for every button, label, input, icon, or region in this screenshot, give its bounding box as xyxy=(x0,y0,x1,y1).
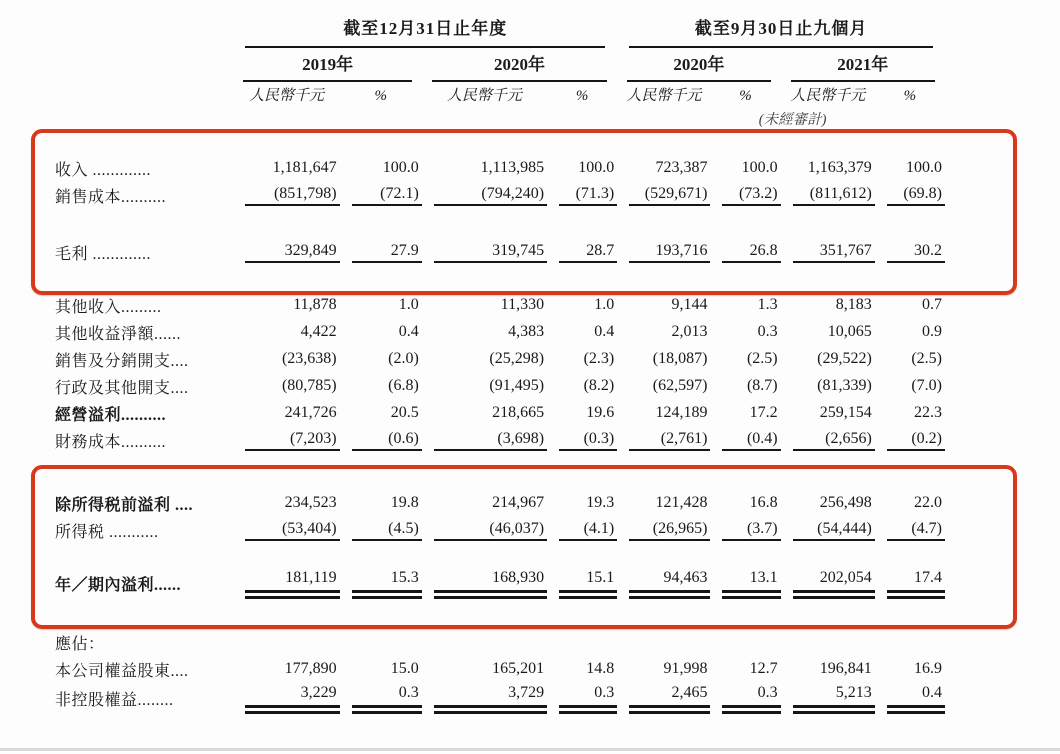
value-cell: 14.8 xyxy=(586,660,615,677)
value-cell: 181,119 xyxy=(233,568,339,599)
section-heading: 應佔： xyxy=(55,636,105,653)
value-cell: 0.3 xyxy=(340,683,422,714)
spacer-row xyxy=(55,454,945,490)
period-group-nine-months xyxy=(617,4,945,48)
row-income-tax xyxy=(55,517,945,544)
value-cell: 11,878 xyxy=(293,296,337,313)
value-cell: (794,240) xyxy=(422,182,547,209)
value-cell: 0.7 xyxy=(922,296,942,313)
value-cell: 723,387 xyxy=(655,159,708,176)
value-cell: 13.1 xyxy=(710,568,780,599)
row-label: 經營溢利.......... xyxy=(55,407,167,424)
value-cell: (2.5) xyxy=(911,350,942,367)
value-cell: 202,054 xyxy=(781,568,875,599)
value-cell: (0.4) xyxy=(710,427,780,454)
year-2019 xyxy=(233,48,421,82)
year-2020-nine-months-label: 2020年 xyxy=(627,50,770,82)
row-other-income xyxy=(55,292,945,319)
value-cell: 11,330 xyxy=(500,296,545,313)
value-cell: 256,498 xyxy=(819,494,872,511)
value-cell: 177,890 xyxy=(284,660,337,677)
period-group-annual-title: 截至12月31日止年度 xyxy=(245,14,605,48)
value-cell: 3,229 xyxy=(233,683,339,714)
row-gross-profit xyxy=(55,239,945,266)
value-cell: 0.4 xyxy=(875,683,945,714)
value-cell: 17.2 xyxy=(749,404,778,421)
value-cell: 1.3 xyxy=(757,296,778,313)
value-cell: (3,698) xyxy=(422,427,547,454)
value-cell: 8,183 xyxy=(835,296,872,313)
value-cell: 4,422 xyxy=(300,323,337,340)
value-cell: 124,189 xyxy=(655,404,708,421)
row-operating-profit xyxy=(55,400,945,427)
row-revenue xyxy=(55,155,945,182)
row-label: 銷售成本.......... xyxy=(55,189,167,206)
value-cell: 168,930 xyxy=(422,568,547,599)
value-cell: (851,798) xyxy=(233,182,339,209)
row-other-net-gains xyxy=(55,319,945,346)
unit-header: 人民幣千元 xyxy=(249,88,325,104)
value-cell: (29,522) xyxy=(817,350,872,367)
year-2020 xyxy=(422,48,617,82)
value-cell: 329,849 xyxy=(233,239,339,266)
row-non-controlling-interests xyxy=(55,683,945,714)
value-cell: 100.0 xyxy=(906,159,942,176)
value-cell: 9,144 xyxy=(671,296,708,313)
percent-header: % xyxy=(739,88,752,104)
value-cell: (54,444) xyxy=(781,517,875,544)
value-cell: 3,729 xyxy=(422,683,547,714)
value-cell: 218,665 xyxy=(492,404,545,421)
value-cell: 19.3 xyxy=(586,494,615,511)
value-cell: 1.0 xyxy=(594,296,615,313)
percent-header: % xyxy=(575,88,589,104)
value-cell: 12.7 xyxy=(749,660,778,677)
value-cell: (2,656) xyxy=(781,427,875,454)
value-cell: 1,181,647 xyxy=(272,159,337,176)
value-cell: (91,495) xyxy=(489,377,545,394)
value-cell: (811,612) xyxy=(781,182,875,209)
row-label: 年／期內溢利...... xyxy=(55,577,182,594)
period-group-header-row xyxy=(55,4,945,48)
value-cell: 0.3 xyxy=(757,323,778,340)
row-profit-before-tax xyxy=(55,490,945,517)
year-2020-label: 2020年 xyxy=(432,50,607,82)
row-cost-of-sales xyxy=(55,182,945,209)
row-label: 所得税 ........... xyxy=(55,524,159,541)
year-2020-nine-months xyxy=(617,48,780,82)
value-cell: (7.0) xyxy=(911,377,942,394)
value-cell: 1,163,379 xyxy=(807,159,872,176)
row-label: 銷售及分銷開支.... xyxy=(55,353,189,370)
row-label: 其他收入......... xyxy=(55,299,162,316)
value-cell: 19.6 xyxy=(586,404,615,421)
row-label: 收入 ............. xyxy=(55,162,152,179)
value-cell: 2,465 xyxy=(617,683,710,714)
value-cell: 121,428 xyxy=(655,494,708,511)
value-cell: (18,087) xyxy=(652,350,708,367)
value-cell: (8.2) xyxy=(583,377,615,394)
value-cell: 100.0 xyxy=(382,159,419,176)
value-cell: 234,523 xyxy=(284,494,337,511)
value-cell: (2.0) xyxy=(388,350,419,367)
value-cell: 165,201 xyxy=(492,660,545,677)
row-finance-costs xyxy=(55,427,945,454)
row-label: 毛利 ............. xyxy=(55,246,152,263)
value-cell: 17.4 xyxy=(875,568,945,599)
value-cell: 22.3 xyxy=(914,404,942,421)
year-2021-nine-months xyxy=(781,48,945,82)
value-cell: (46,037) xyxy=(422,517,547,544)
spacer-row xyxy=(55,544,945,568)
value-cell: (71.3) xyxy=(547,182,617,209)
row-attributable-heading xyxy=(55,629,945,656)
value-cell: (2,761) xyxy=(617,427,710,454)
value-cell: (0.2) xyxy=(875,427,945,454)
value-cell: (26,965) xyxy=(617,517,710,544)
year-2021-nine-months-label: 2021年 xyxy=(791,50,935,82)
value-cell: (4.1) xyxy=(547,517,617,544)
percent-header: % xyxy=(374,88,387,104)
value-cell: 20.5 xyxy=(390,404,419,421)
empty-cell xyxy=(233,629,945,656)
empty-cell xyxy=(875,108,945,129)
value-cell: 0.3 xyxy=(547,683,617,714)
value-cell: 10,065 xyxy=(827,323,872,340)
value-cell: 100.0 xyxy=(741,159,778,176)
row-admin-other-expenses xyxy=(55,373,945,400)
value-cell: 30.2 xyxy=(875,239,945,266)
value-cell: 0.3 xyxy=(710,683,780,714)
value-cell: (8.7) xyxy=(746,377,778,394)
value-cell: 15.0 xyxy=(390,660,419,677)
value-cell: 94,463 xyxy=(617,568,710,599)
row-label: 本公司權益股東.... xyxy=(55,663,189,680)
spacer-row xyxy=(55,266,945,292)
value-cell: 4,383 xyxy=(508,323,545,340)
value-cell: 100.0 xyxy=(578,159,615,176)
value-cell: (81,339) xyxy=(817,377,872,394)
value-cell: 19.8 xyxy=(390,494,419,511)
value-cell: 26.8 xyxy=(710,239,780,266)
value-cell: 91,998 xyxy=(663,660,708,677)
value-cell: 0.4 xyxy=(398,323,419,340)
percent-header: % xyxy=(903,88,917,104)
year-2019-label: 2019年 xyxy=(243,50,411,82)
row-label: 非控股權益........ xyxy=(55,692,174,709)
value-cell: 214,967 xyxy=(492,494,545,511)
row-profit-for-period xyxy=(55,568,945,599)
value-cell: (80,785) xyxy=(281,377,337,394)
value-cell: 1.0 xyxy=(398,296,419,313)
value-cell: 319,745 xyxy=(422,239,547,266)
value-cell: (529,671) xyxy=(617,182,710,209)
value-cell: 22.0 xyxy=(914,494,942,511)
spacer-row xyxy=(55,599,945,629)
value-cell: 16.9 xyxy=(914,660,942,677)
value-cell: (7,203) xyxy=(233,427,339,454)
unaudited-note-row xyxy=(55,108,945,129)
row-label: 除所得税前溢利 .... xyxy=(55,497,194,514)
value-cell: 196,841 xyxy=(819,660,872,677)
value-cell: 259,154 xyxy=(819,404,872,421)
value-cell: (73.2) xyxy=(710,182,780,209)
value-cell: (4.5) xyxy=(340,517,422,544)
value-cell: 5,213 xyxy=(781,683,875,714)
value-cell: 351,767 xyxy=(781,239,875,266)
row-equity-shareholders xyxy=(55,656,945,683)
page-bottom-divider xyxy=(0,748,1060,751)
value-cell: 0.9 xyxy=(922,323,942,340)
value-cell: 1,113,985 xyxy=(480,159,545,176)
period-group-nine-months-title: 截至9月30日止九個月 xyxy=(629,14,933,48)
period-group-annual xyxy=(233,4,617,48)
unit-header-row xyxy=(55,82,945,108)
value-cell: (2.3) xyxy=(583,350,615,367)
value-cell: (0.3) xyxy=(547,427,617,454)
value-cell: (53,404) xyxy=(233,517,339,544)
value-cell: (23,638) xyxy=(281,350,337,367)
value-cell: (62,597) xyxy=(652,377,708,394)
value-cell: (6.8) xyxy=(388,377,419,394)
value-cell: (0.6) xyxy=(340,427,422,454)
value-cell: 2,013 xyxy=(671,323,708,340)
value-cell: (4.7) xyxy=(875,517,945,544)
value-cell: (2.5) xyxy=(746,350,778,367)
empty-cell xyxy=(55,82,233,108)
empty-cell xyxy=(55,108,710,129)
value-cell: (3.7) xyxy=(710,517,780,544)
income-statement-table xyxy=(55,4,945,714)
value-cell: 241,726 xyxy=(284,404,337,421)
value-cell: 16.8 xyxy=(749,494,778,511)
value-cell: 15.3 xyxy=(340,568,422,599)
value-cell: (72.1) xyxy=(340,182,422,209)
row-label: 其他收益淨額...... xyxy=(55,326,182,343)
value-cell: 28.7 xyxy=(547,239,617,266)
unit-header: 人民幣千元 xyxy=(626,88,702,104)
unit-header: 人民幣千元 xyxy=(790,88,866,104)
spacer-row xyxy=(55,209,945,239)
value-cell: 193,716 xyxy=(617,239,710,266)
unaudited-note: (未經審計) xyxy=(758,112,827,128)
value-cell: (69.8) xyxy=(875,182,945,209)
value-cell: 27.9 xyxy=(340,239,422,266)
unit-header: 人民幣千元 xyxy=(446,88,522,104)
row-selling-distribution-expenses xyxy=(55,346,945,373)
value-cell: (25,298) xyxy=(489,350,545,367)
year-header-row xyxy=(55,48,945,82)
value-cell: 15.1 xyxy=(547,568,617,599)
spacer-row xyxy=(55,129,945,155)
row-label: 行政及其他開支.... xyxy=(55,380,189,397)
value-cell: 0.4 xyxy=(594,323,615,340)
row-label: 財務成本.......... xyxy=(55,434,167,451)
corner-cell xyxy=(55,4,233,48)
empty-cell xyxy=(55,48,233,82)
